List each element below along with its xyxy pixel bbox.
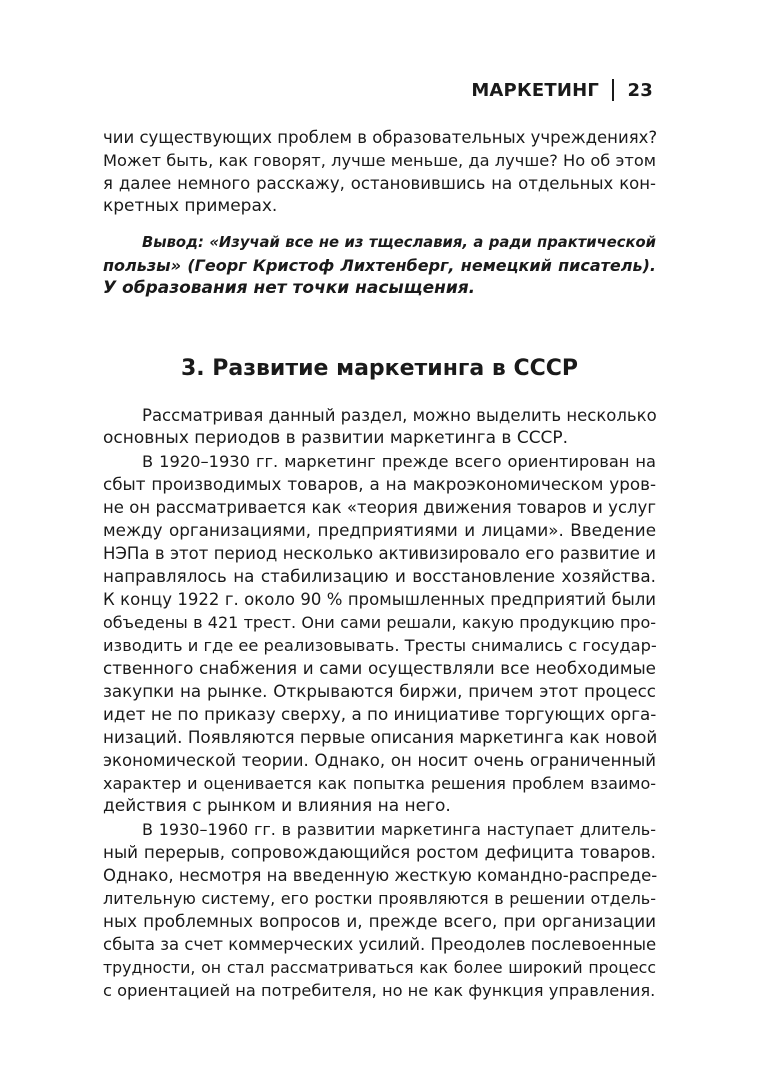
paragraph-periods <box>103 404 656 450</box>
text-line: закупки на рынке. Открываются биржи, причем этот процесс <box>103 681 656 701</box>
text-line: сбыта за счет коммерческих усилий. Преодолев послевоенные <box>103 935 657 954</box>
text-line: ных проблемных вопросов и, прежде всего, при организации <box>103 911 656 931</box>
text-line: Может быть, как говорят, лучше меньше, да лучше? Но об этом <box>103 151 657 170</box>
running-header <box>471 77 653 103</box>
text-line: Рассматривая данный раздел, можно выделить несколько <box>142 406 657 425</box>
text-line: ственного снабжения и сами осуществляли все необходимые <box>103 658 656 678</box>
text-line: характер и оценивается как попытка решения проблем взаимо- <box>103 774 656 793</box>
text-line: В 1930–1960 гг. в развитии маркетинга наступает длитель- <box>142 820 656 839</box>
text-line: действия с рынком и влияния на него. <box>103 796 451 816</box>
text-line: чии существующих проблем в образовательных учреждениях? <box>103 128 658 147</box>
paragraph-1920-1930 <box>103 450 656 818</box>
text-line: сбыт производимых товаров, а на макроэкономическом уров- <box>103 474 656 494</box>
text-line: направлялось на стабилизацию и восстановление хозяйства. <box>103 566 656 586</box>
text-line: изводить и где ее реализовывать. Тресты снимались с государ- <box>103 636 657 655</box>
text-line: идет не по приказу сверху, а по инициативе торгующих орга- <box>103 704 657 724</box>
text-line: НЭПа в этот период несколько активизировало его развитие и <box>103 544 656 563</box>
page-number: 23 <box>627 79 653 101</box>
intro-paragraph <box>103 126 656 218</box>
text-line: ный перерыв, сопровождающийся ростом дефицита товаров. <box>103 842 656 862</box>
header-title: МАРКЕТИНГ <box>471 79 600 101</box>
text-line: объедены в 421 трест. Они сами решали, какую продукцию про- <box>103 613 656 632</box>
text-line: В 1920–1930 гг. маркетинг прежде всего ориентирован на <box>142 452 656 471</box>
text-line: между организациями, предприятиями и лицами». Введение <box>103 520 656 540</box>
text-line: основных периодов в развитии маркетинга в СССР. <box>103 428 569 448</box>
text-line: лительную систему, его ростки проявляются в решении отдель- <box>103 889 656 908</box>
text-line: Однако, несмотря на введенную жесткую командно-распреде- <box>103 866 658 885</box>
text-line: трудности, он стал рассматриваться как более широкий процесс <box>103 958 656 977</box>
section-title: 3. Развитие маркетинга в СССР <box>180 356 579 381</box>
text-line: У образования нет точки насыщения. <box>103 278 476 298</box>
text-line: с ориентацией на потребителя, но не как функция управления. <box>103 981 656 1000</box>
text-line: экономической теории. Однако, он носит очень ограниченный <box>103 751 656 770</box>
header-divider <box>612 79 614 101</box>
text-line: Вывод: «Изучай все не из тщеславия, а ради практической <box>142 234 656 251</box>
conclusion-paragraph <box>103 231 656 300</box>
text-line: пользы» (Георг Кристоф Лихтенберг, немецкий писатель). <box>103 256 656 275</box>
text-line: не он рассматривается как «теория движения товаров и услуг <box>103 498 656 517</box>
text-line: К концу 1922 г. около 90 % промышленных предприятий были <box>103 590 656 609</box>
text-line: я далее немного расскажу, остановившись на отдельных кон- <box>103 174 656 193</box>
paragraph-1930-1960 <box>103 818 656 1002</box>
text-line: низаций. Появляются первые описания маркетинга как новой <box>103 727 658 747</box>
text-line: кретных примерах. <box>103 196 278 216</box>
